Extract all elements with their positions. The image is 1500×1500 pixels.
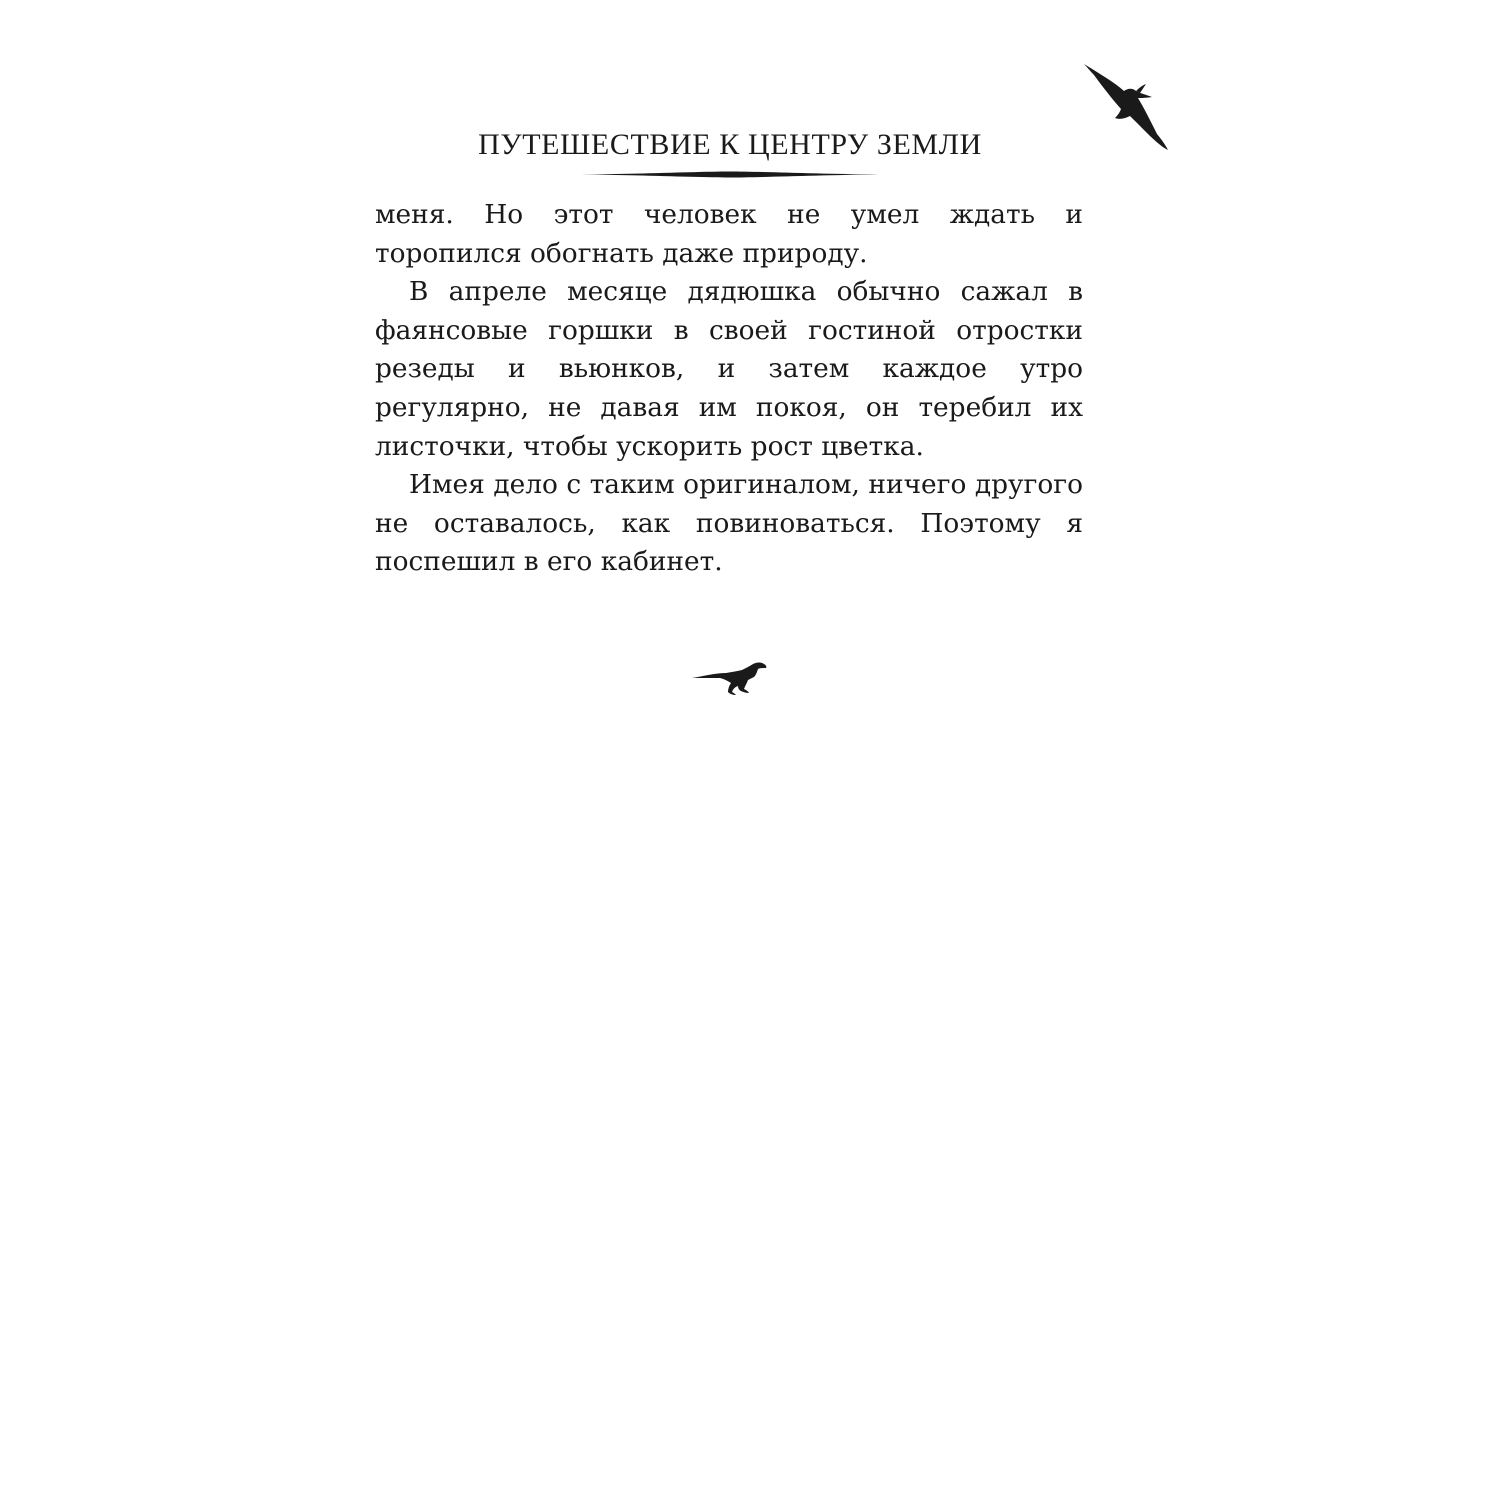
pterodactyl-icon <box>1080 60 1170 155</box>
paragraph-1: меня. Но этот человек не умел ждать и торопился обогнать даже природу. <box>375 199 1083 269</box>
raptor-icon <box>690 660 770 696</box>
running-head-title: ПУТЕШЕСТВИЕ К ЦЕНТРУ ЗЕМЛИ <box>478 128 982 161</box>
body-text <box>375 196 1083 582</box>
header-rule <box>581 171 879 178</box>
paragraph-3: Имея дело с таким оригиналом, ничего другого не оставалось, как повиноваться. Поэтому я поспешил в его кабинет. <box>375 469 1083 578</box>
paragraph-2: В апреле месяце дядюшка обычно сажал в фаянсовые горшки в своей гостиной отростки резеды и вьюнков, и затем каждое утро регулярно, не давая им покоя, он теребил их листочки, чтобы ускорить рост цветка. <box>375 276 1083 462</box>
